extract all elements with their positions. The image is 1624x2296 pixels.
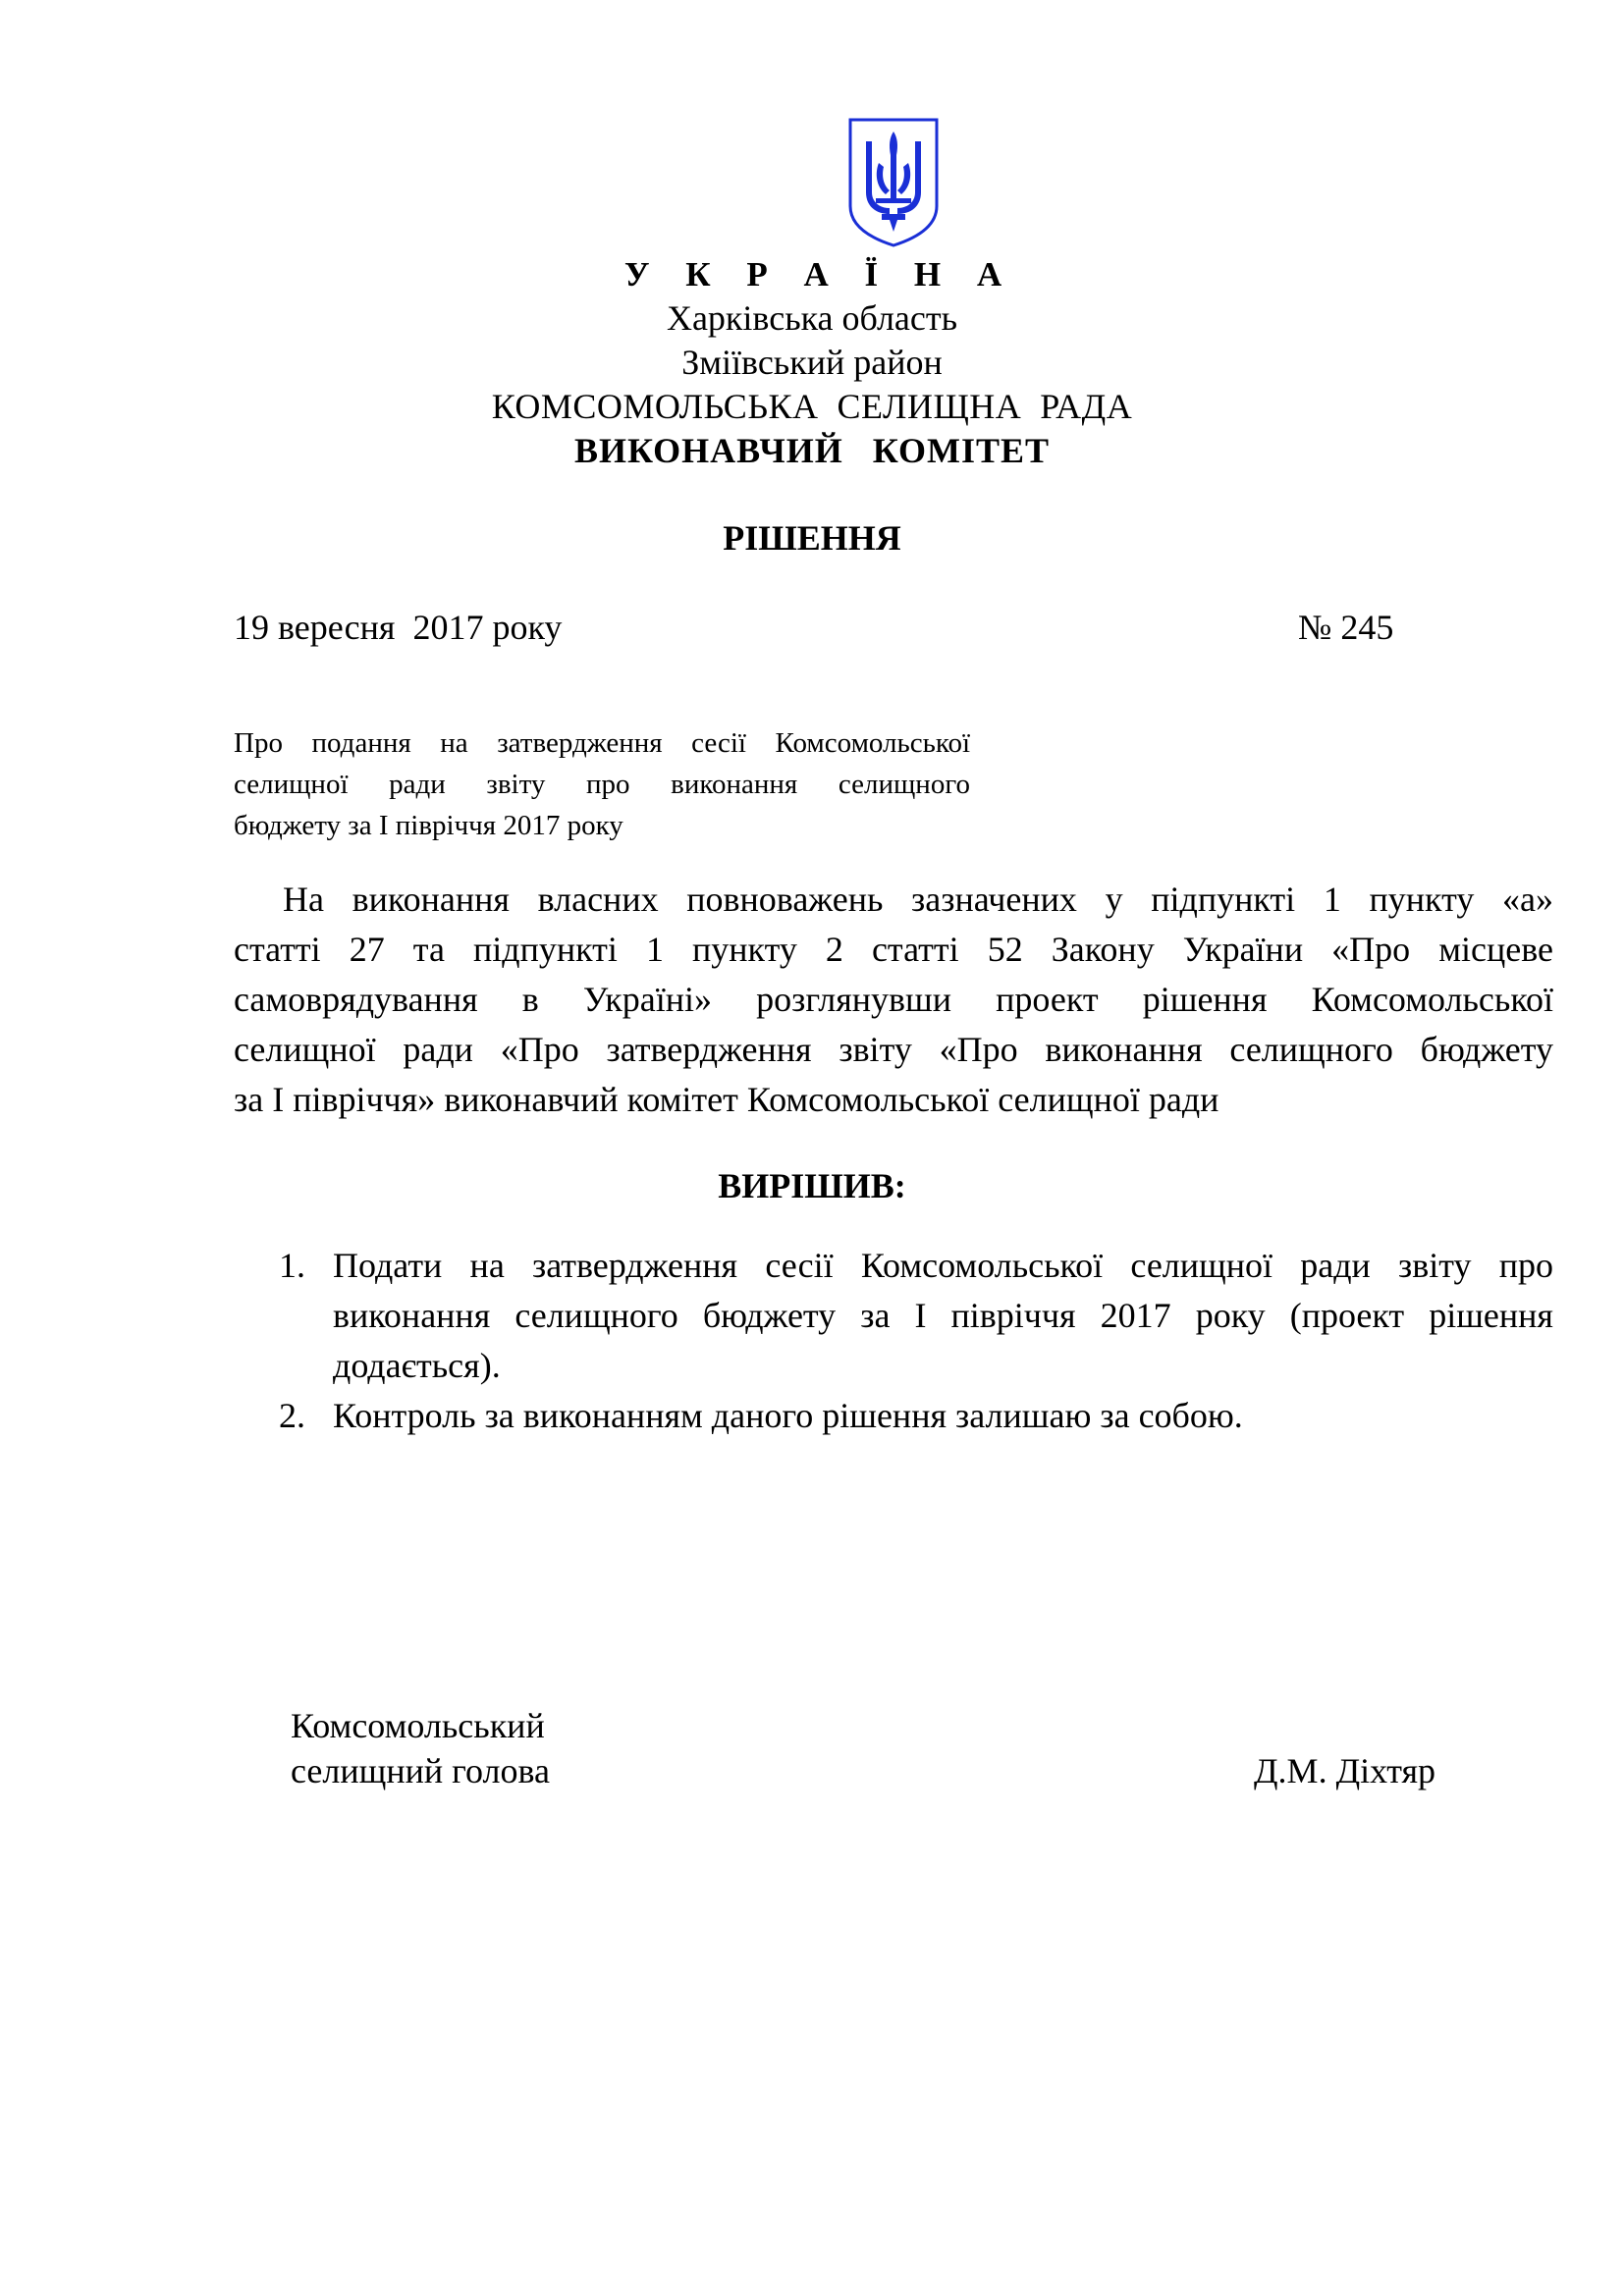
item-number: 1. <box>279 1246 305 1285</box>
country-name: У К Р А Ї Н А <box>623 255 1016 294</box>
list-item <box>279 1241 1553 1391</box>
subject-line: бюджету за І півріччя 2017 року <box>234 810 623 841</box>
item-line: Подати на затвердження сесії Комсомольської селищної ради звіту про <box>333 1246 1553 1285</box>
list-item <box>279 1391 1553 1441</box>
decision-number: № 245 <box>1298 608 1394 647</box>
district-name: Зміївський район <box>681 343 943 382</box>
preamble-line: за І півріччя» виконавчий комітет Комсомольської селищної ради <box>234 1080 1219 1119</box>
committee-name: ВИКОНАВЧИЙ КОМІТЕТ <box>573 431 1051 470</box>
preamble-line: На виконання власних повноважень зазначених у підпункті 1 пункту «а» <box>283 880 1553 919</box>
signatory-name: Д.М. Діхтяр <box>1254 1751 1436 1790</box>
item-line: Контроль за виконанням даного рішення залишаю за собою. <box>333 1396 1243 1435</box>
decision-date: 19 вересня 2017 року <box>234 608 563 647</box>
subject-line: селищної ради звіту про виконання селищного <box>234 769 970 800</box>
signatory-position <box>291 1703 550 1793</box>
preamble-line: статті 27 та підпункті 1 пункту 2 статті 52 Закону України «Про місцеве <box>234 930 1553 969</box>
item-number: 2. <box>279 1396 305 1435</box>
decision-items-list <box>279 1241 1553 1441</box>
decision-subject <box>234 722 970 846</box>
region-name: Харківська область <box>666 298 958 338</box>
signatory-position-line: селищний голова <box>291 1751 551 1790</box>
preamble-line: самоврядування в Україні» розглянувши проект рішення Комсомольської <box>234 980 1553 1019</box>
signatory-position-line: Комсомольський <box>291 1706 545 1745</box>
preamble-line: селищної ради «Про затвердження звіту «Про виконання селищного бюджету <box>234 1030 1553 1069</box>
document-type-title: РІШЕННЯ <box>723 518 901 558</box>
item-line: додається). <box>333 1346 501 1385</box>
council-name: КОМСОМОЛЬСЬКА СЕЛИЩНА РАДА <box>491 387 1133 426</box>
ukraine-trident-emblem-icon <box>846 116 941 249</box>
item-line: виконання селищного бюджету за І півріччя 2017 року (проект рішення <box>333 1296 1553 1335</box>
subject-line: Про подання на затвердження сесії Комсомольської <box>234 727 970 759</box>
preamble-paragraph <box>234 875 1553 1125</box>
resolved-heading: ВИРІШИВ: <box>718 1166 906 1205</box>
